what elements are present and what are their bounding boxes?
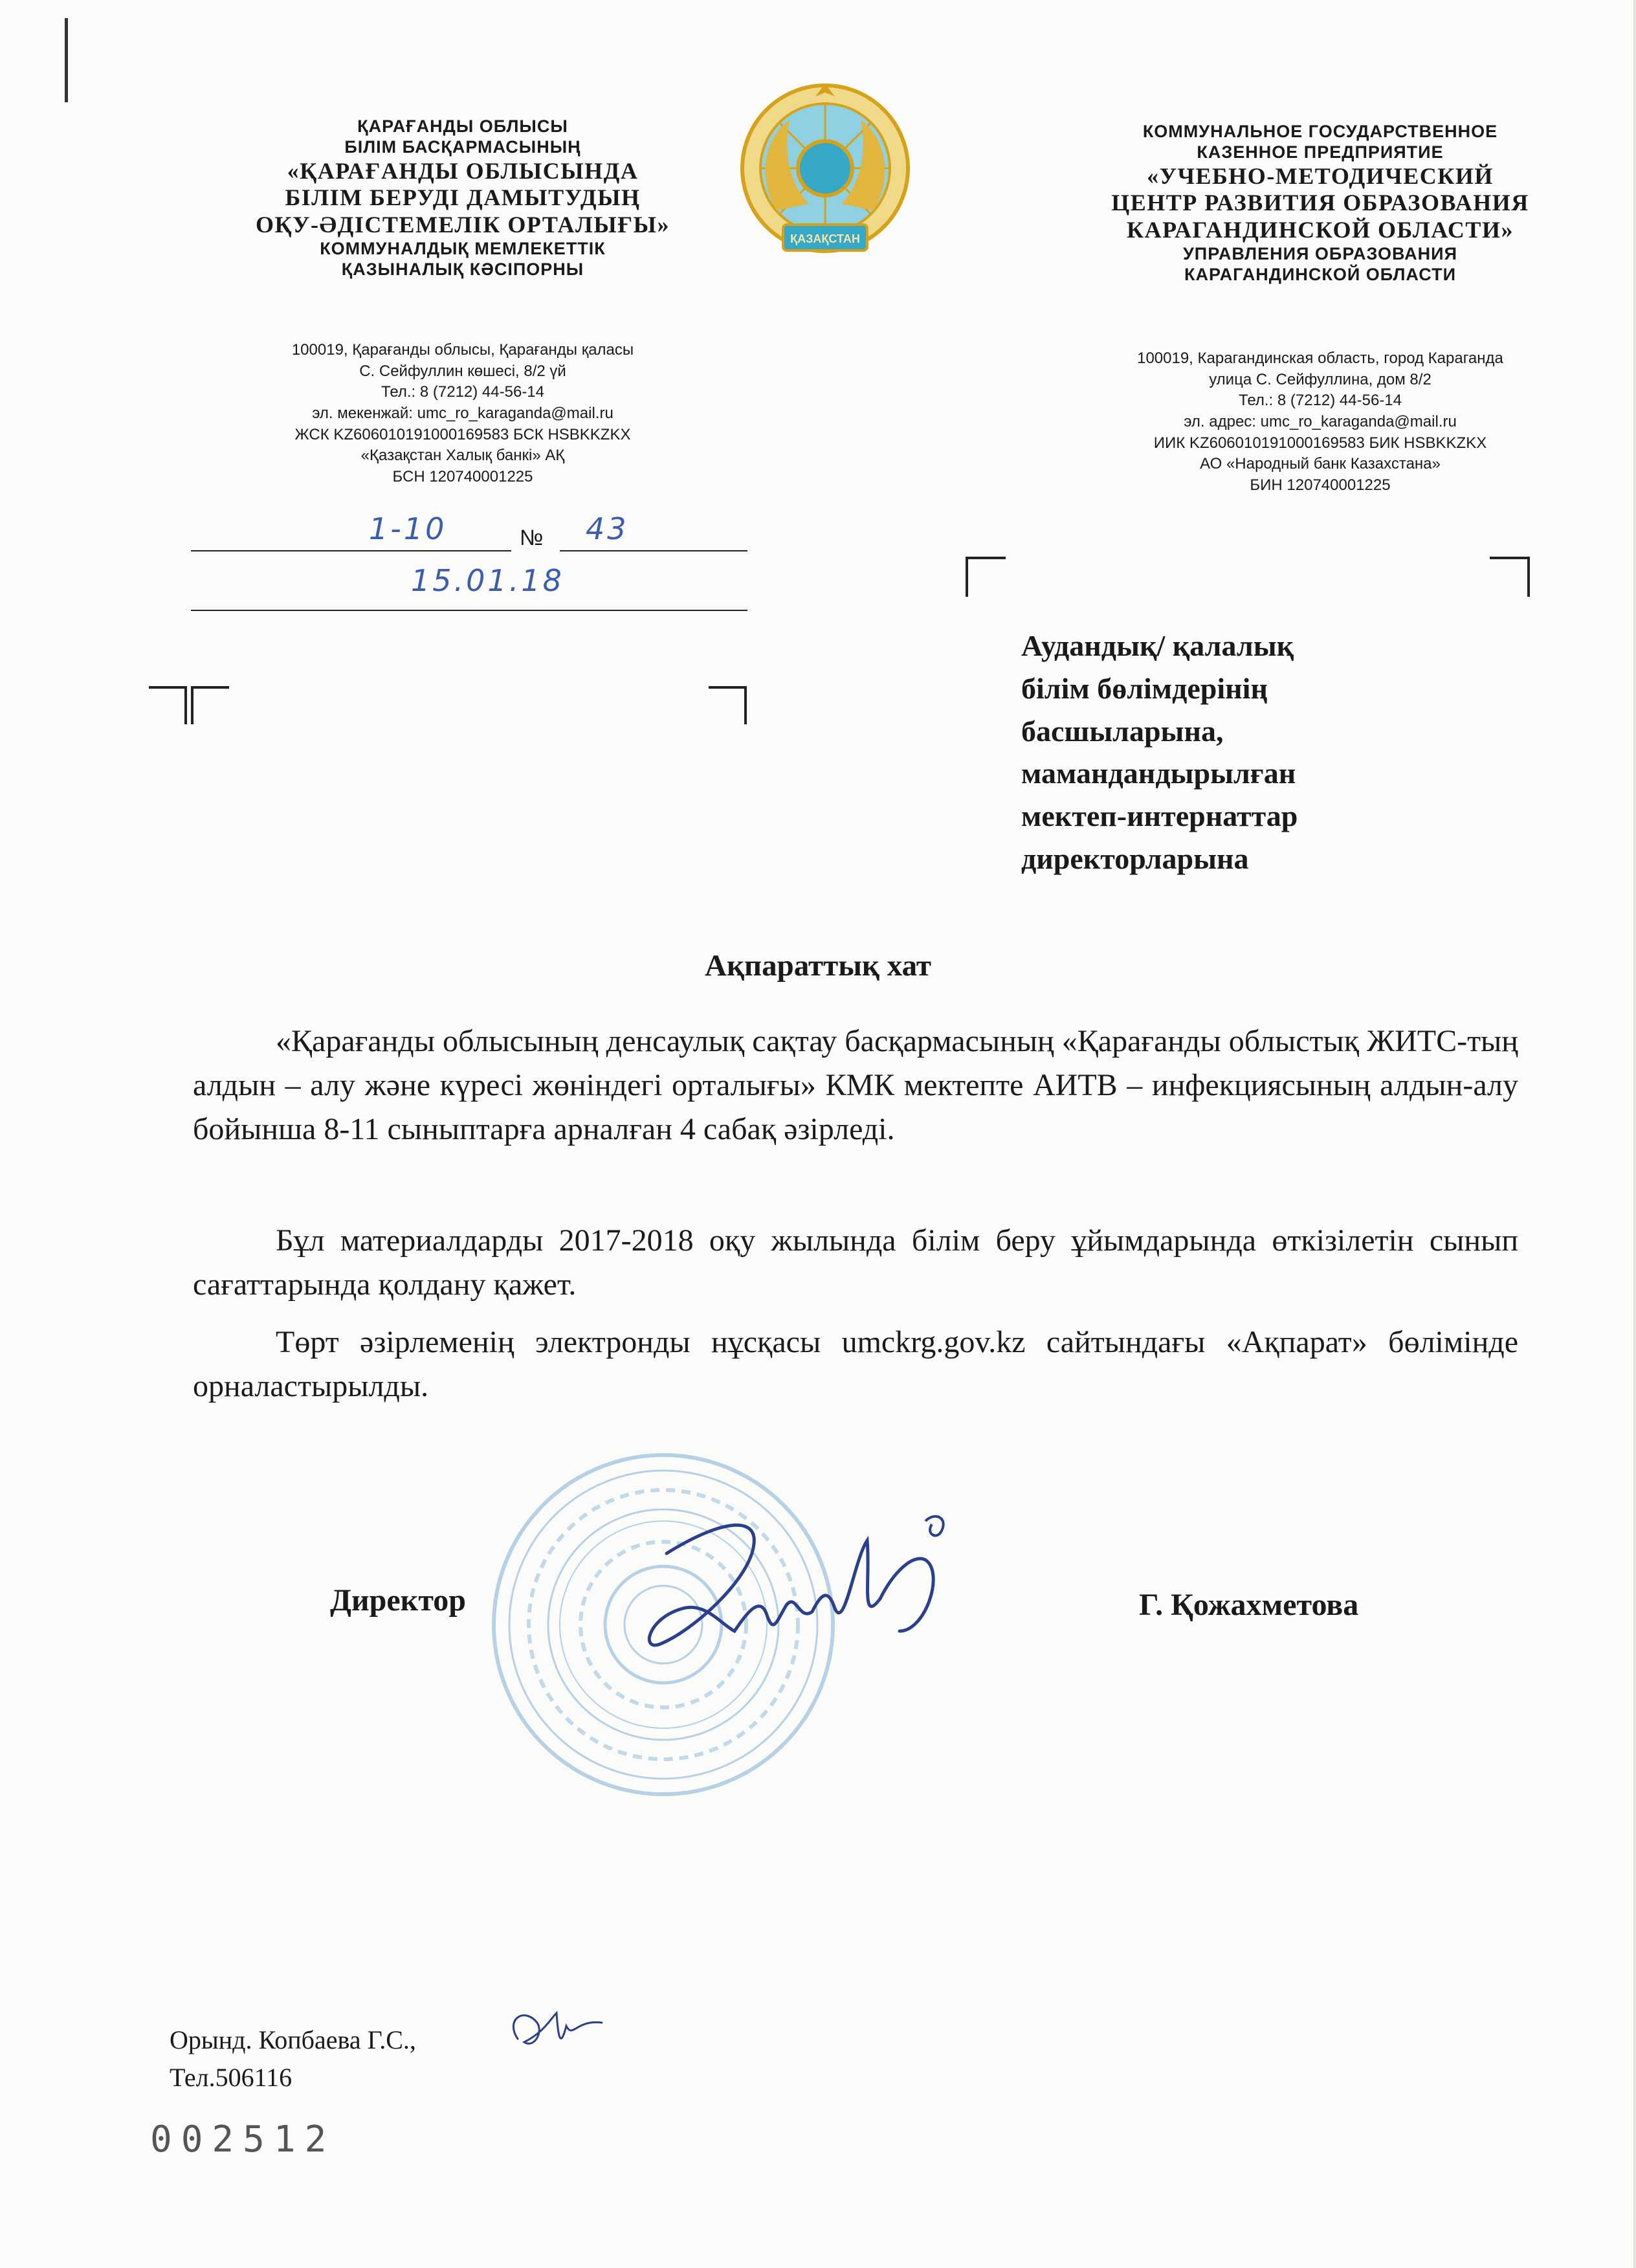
address-line: «Қазақстан Халық банкі» АҚ: [360, 447, 565, 465]
paragraph-text: Төрт әзірлеменің электронды нұсқасы umckrg.gov.kz сайтындағы «Ақпарат» бөлімінде орналастырылды.: [193, 1325, 1518, 1403]
registration-number: 43: [586, 511, 629, 546]
address-line: С. Сейфуллин көшесі, 8/2 үй: [359, 362, 566, 380]
address-kz: [194, 340, 731, 487]
letter-paragraph: [193, 1019, 1518, 1151]
scan-edge-mark: [65, 18, 68, 102]
corner-mark: [1490, 557, 1530, 597]
address-line: АО «Народный банк Казахстана»: [1200, 455, 1441, 473]
address-line: улица С. Сейфуллина, дом 8/2: [1209, 370, 1432, 388]
header-ru-line: КАЗЕННОЕ ПРЕДПРИЯТИЕ: [1197, 142, 1444, 162]
header-kz: [194, 117, 731, 280]
executor-phone: Тел.506116: [170, 2062, 293, 2092]
serial-number: 002512: [150, 2118, 336, 2161]
executor-block: [170, 2021, 416, 2096]
recipient-line: мектеп-интернаттар: [1021, 799, 1298, 833]
header-kz-org: «ҚАРАҒАНДЫ ОБЛЫСЫНДА: [287, 157, 639, 184]
director-signature: [621, 1482, 984, 1676]
address-line: эл. мекенжай: umc_ro_karaganda@mail.ru: [312, 404, 614, 422]
header-kz-line: КОММУНАЛДЫҚ МЕМЛЕКЕТТІК: [320, 238, 606, 258]
letter-paragraph: [193, 1320, 1518, 1408]
header-kz-line: БІЛІМ БАСҚАРМАСЫНЫҢ: [344, 137, 581, 157]
paragraph-text: Бұл материалдарды 2017-2018 оқу жылында білім беру ұйымдарында өткізілетін сынып сағаттарында қолдану қажет.: [193, 1223, 1518, 1302]
address-line: 100019, Қарағанды облысы, Қарағанды қаласы: [291, 341, 634, 359]
address-line: ИИК KZ606010191000169583 БИК HSBKKZKX: [1153, 434, 1487, 452]
recipient-line: мамандандырылған: [1021, 757, 1296, 790]
corner-mark: [191, 686, 229, 724]
address-line: Тел.: 8 (7212) 44-56-14: [1239, 392, 1402, 410]
address-ru: [977, 348, 1636, 496]
address-line: эл. адрес: umc_ro_karaganda@mail.ru: [1184, 412, 1457, 430]
letter-paragraph: [193, 1219, 1518, 1307]
header-kz-org: БІЛІМ БЕРУДІ ДАМЫТУДЫҢ: [285, 184, 641, 211]
registration-no-label: №: [520, 526, 544, 550]
corner-mark: [966, 557, 1006, 597]
registration-date: 15.01.18: [411, 563, 564, 598]
address-line: БСН 120740001225: [392, 467, 533, 485]
header-ru-line: КОММУНАЛЬНОЕ ГОСУДАРСТВЕННОЕ: [1142, 122, 1498, 141]
header-ru-line: КАРАГАНДИНСКОЙ ОБЛАСТИ: [1184, 264, 1456, 284]
executor-signature: [498, 1994, 608, 2065]
header-kz-line: ҚАЗЫНАЛЫҚ КӘСІПОРНЫ: [341, 259, 584, 279]
paragraph-text: «Қарағанды облысының денсаулық сақтау басқармасының «Қарағанды облыстық ЖИТС-тың алдын – алу және күресі жөніндегі орталығы» КМК мектепте АИТВ – инфекциясының алдын-алу бойынша 8-11 сыныптарға арналған 4 сабақ әзірледі.: [193, 1024, 1518, 1146]
address-line: БИН 120740001225: [1250, 476, 1391, 494]
scan-shadow: [1633, 0, 1636, 2268]
recipient-line: Аудандық/ қалалық: [1021, 629, 1294, 662]
registration-index-line: [191, 550, 511, 551]
address-line: Тел.: 8 (7212) 44-56-14: [381, 383, 544, 401]
recipient-line: басшыларына,: [1021, 714, 1224, 748]
recipient-line: білім бөлімдерінің: [1021, 671, 1268, 705]
header-ru-org: КАРАГАНДИНСКОЙ ОБЛАСТИ»: [1127, 217, 1514, 243]
header-kz-org: ОҚУ-ӘДІСТЕМЕЛІК ОРТАЛЫҒЫ»: [256, 212, 670, 238]
header-ru: [1022, 122, 1618, 285]
executor-name: Орынд. Копбаева Г.С.,: [170, 2025, 416, 2054]
registration-index: 1-10: [369, 511, 447, 546]
recipient-line: директорларына: [1021, 841, 1249, 875]
signature-title: Директор: [330, 1583, 466, 1618]
signature-name: Г. Қожахметова: [1139, 1588, 1359, 1622]
header-ru-line: УПРАВЛЕНИЯ ОБРАЗОВАНИЯ: [1183, 243, 1457, 263]
address-line: ЖСК KZ606010191000169583 БСК HSBKKZKX: [294, 425, 631, 443]
corner-mark: [149, 686, 187, 724]
state-emblem-icon: [738, 81, 912, 269]
header-ru-org: ЦЕНТР РАЗВИТИЯ ОБРАЗОВАНИЯ: [1111, 190, 1529, 216]
recipient-block: [1021, 625, 1298, 880]
letter-title: Ақпараттық хат: [705, 949, 931, 983]
registration-number-line: [560, 550, 747, 551]
address-line: 100019, Карагандинская область, город Караганда: [1137, 350, 1503, 367]
emblem-label: ҚАЗАҚСТАН: [790, 232, 860, 245]
corner-mark: [709, 686, 747, 724]
registration-date-line: [191, 610, 747, 611]
header-kz-line: ҚАРАҒАНДЫ ОБЛЫСЫ: [357, 117, 568, 136]
header-ru-org: «УЧЕБНО-МЕТОДИЧЕСКИЙ: [1147, 162, 1494, 189]
